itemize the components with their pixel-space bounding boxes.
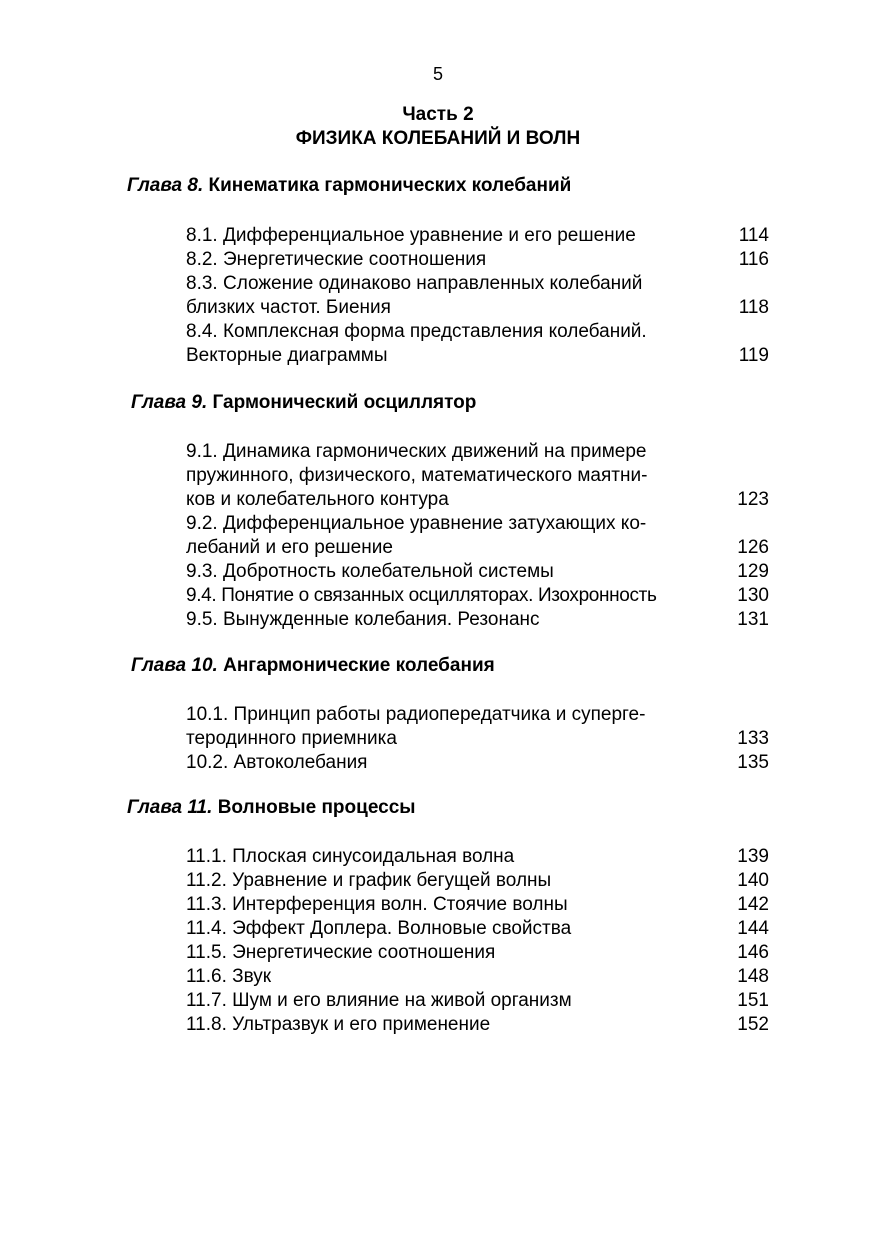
- chapter-title: Кинематика гармонических колебаний: [208, 175, 572, 196]
- chapter-10-heading: [131, 655, 495, 677]
- toc-entry-text: 8.3. Сложение одинаково направленных колебаний близких частот. Биения: [186, 273, 643, 318]
- toc-entry-page: 135: [737, 752, 769, 773]
- toc-entry-page: 114: [738, 225, 769, 246]
- toc-entry[interactable]: [186, 845, 769, 869]
- chapter-9-heading: [131, 392, 476, 414]
- toc-entry-page: 142: [737, 894, 769, 915]
- toc-entry[interactable]: [186, 1013, 769, 1037]
- toc-entry-text: 9.2. Дифференциальное уравнение затухающих ко- лебаний и его решение: [186, 513, 647, 558]
- toc-entry-text: 9.4. Понятие о связанных осцилляторах. Изохронность: [186, 585, 657, 606]
- toc-entry[interactable]: [186, 989, 769, 1013]
- toc-entry-page: 133: [737, 728, 769, 749]
- toc-entry[interactable]: [186, 320, 769, 368]
- toc-entry-page: 146: [737, 942, 769, 963]
- toc-entry[interactable]: [186, 248, 769, 272]
- toc-entry-page: 126: [737, 537, 769, 558]
- toc-entry-page: 116: [738, 249, 769, 270]
- toc-entry-page: 148: [737, 966, 769, 987]
- toc-entry-text: 9.1. Динамика гармонических движений на примере пружинного, физического, математического маятни- ков и колебательного контура: [186, 441, 648, 510]
- toc-entry[interactable]: [186, 917, 769, 941]
- toc-entry[interactable]: [186, 272, 769, 320]
- chapter-11-toc: [186, 845, 769, 1037]
- toc-entry-page: 144: [737, 918, 769, 939]
- toc-entry-page: 152: [737, 1014, 769, 1035]
- toc-entry-text: 8.4. Комплексная форма представления колебаний. Векторные диаграммы: [186, 321, 647, 366]
- page-number: 5: [432, 64, 443, 84]
- toc-entry[interactable]: [186, 584, 769, 608]
- toc-entry[interactable]: [186, 869, 769, 893]
- chapter-10-toc: [186, 703, 769, 775]
- toc-entry[interactable]: [186, 893, 769, 917]
- chapter-prefix: Глава 8.: [127, 175, 204, 196]
- toc-entry[interactable]: [186, 440, 769, 512]
- toc-entry-text: 10.2. Автоколебания: [186, 752, 368, 773]
- chapter-title: Гармонический осциллятор: [212, 392, 477, 413]
- toc-entry-text: 8.1. Дифференциальное уравнение и его решение: [186, 225, 636, 246]
- toc-entry-page: 131: [737, 609, 769, 630]
- chapter-title: Ангармонические колебания: [223, 655, 495, 676]
- chapter-prefix: Глава 11.: [127, 797, 213, 818]
- toc-entry-text: 10.1. Принцип работы радиопередатчика и суперге- теродинного приемника: [186, 704, 646, 749]
- chapter-title: Волновые процессы: [217, 797, 416, 818]
- chapter-8-heading: [127, 175, 571, 197]
- chapter-prefix: Глава 10.: [131, 655, 218, 676]
- toc-entry-text: 11.1. Плоская синусоидальная волна: [186, 846, 515, 867]
- toc-entry[interactable]: [186, 941, 769, 965]
- toc-entry-page: 130: [737, 585, 769, 606]
- toc-entry-text: 9.3. Добротность колебательной системы: [186, 561, 554, 582]
- toc-entry-text: 8.2. Энергетические соотношения: [186, 249, 487, 270]
- toc-entry-text: 9.5. Вынужденные колебания. Резонанс: [186, 609, 540, 630]
- toc-entry-page: 123: [737, 489, 769, 510]
- part-label: Часть 2: [402, 104, 474, 125]
- toc-entry-page: 119: [738, 345, 769, 366]
- chapter-9-toc: [186, 440, 769, 632]
- chapter-8-toc: [186, 224, 769, 368]
- toc-entry-page: 140: [737, 870, 769, 891]
- toc-entry-page: 139: [737, 846, 769, 867]
- toc-entry-text: 11.4. Эффект Доплера. Волновые свойства: [186, 918, 572, 939]
- chapter-11-heading: [127, 797, 416, 819]
- toc-entry-text: 11.8. Ультразвук и его применение: [186, 1014, 491, 1035]
- toc-entry-text: 11.5. Энергетические соотношения: [186, 942, 496, 963]
- toc-entry-text: 11.7. Шум и его влияние на живой организм: [186, 990, 572, 1011]
- toc-entry-page: 129: [737, 561, 769, 582]
- toc-entry[interactable]: [186, 703, 769, 751]
- toc-entry[interactable]: [186, 560, 769, 584]
- toc-entry-text: 11.6. Звук: [186, 966, 272, 987]
- toc-entry[interactable]: [186, 965, 769, 989]
- toc-entry-page: 118: [738, 297, 769, 318]
- part-title: ФИЗИКА КОЛЕБАНИЙ И ВОЛН: [295, 128, 581, 149]
- toc-entry[interactable]: [186, 224, 769, 248]
- toc-entry-text: 11.3. Интерференция волн. Стоячие волны: [186, 894, 568, 915]
- toc-entry-page: 151: [737, 990, 769, 1011]
- chapter-prefix: Глава 9.: [131, 392, 208, 413]
- toc-entry[interactable]: [186, 751, 769, 775]
- toc-entry[interactable]: [186, 608, 769, 632]
- toc-entry[interactable]: [186, 512, 769, 560]
- toc-entry-text: 11.2. Уравнение и график бегущей волны: [186, 870, 552, 891]
